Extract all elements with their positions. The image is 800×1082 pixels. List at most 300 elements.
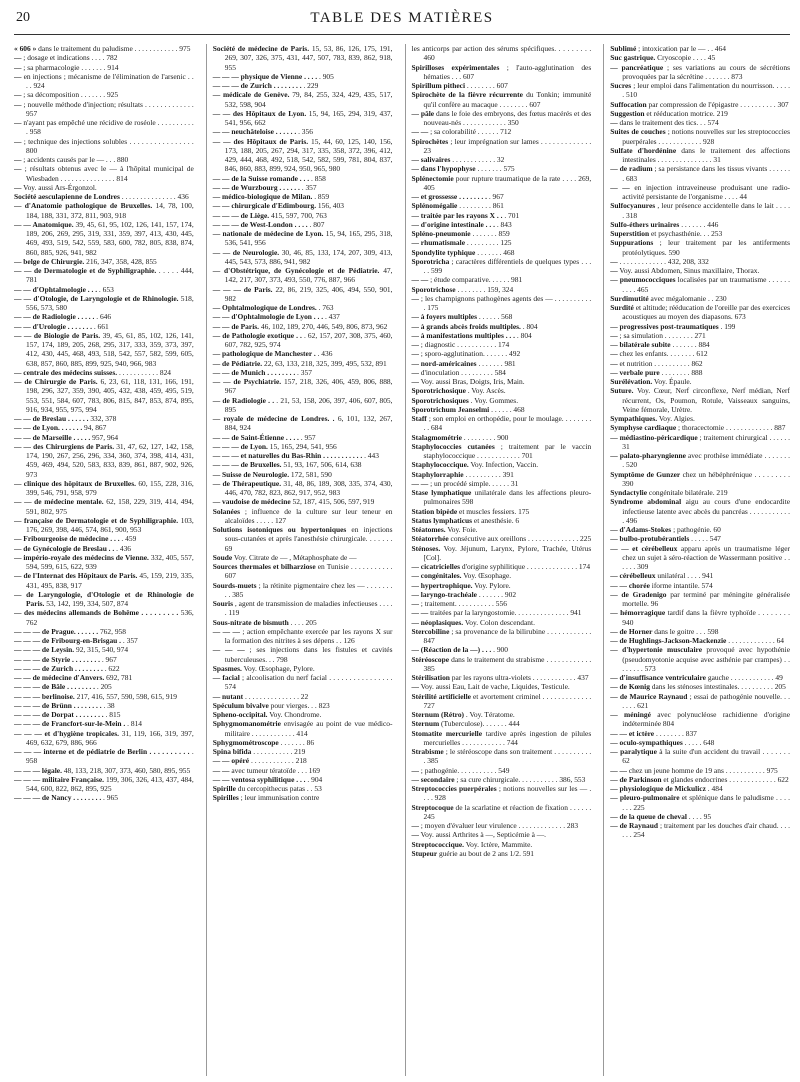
index-entry-text: Voy. aussi Bras, Doigts, Iris, Main.	[418, 377, 525, 386]
index-entry-term: — — —	[212, 645, 245, 655]
index-entry	[412, 433, 592, 442]
index-entry-term: — de Pathologie exotique . .	[212, 330, 302, 340]
index-entry	[412, 396, 592, 405]
index-entry	[412, 645, 592, 654]
index-entry	[412, 581, 592, 590]
index-entry-text: . . . . . . . . . . . . . . . 22	[243, 691, 309, 701]
index-entry	[14, 63, 194, 72]
index-entry-text: . . . . . . . . . . . . . . . 436	[119, 192, 189, 201]
index-entry-text: . 21, 53, 158, 206, 397, 406, 607, 805, 895	[224, 395, 393, 414]
index-entry-text: . . . . . . . . . . 391	[463, 469, 514, 479]
index-entry-text: . 62, 157, 207, 308, 375, 460, 607, 782, 925, 974	[224, 330, 393, 349]
index-entry	[213, 525, 393, 553]
index-entry-text: dans le traitement des affections intestinales . . . . . . . . . . . . . . . 31	[622, 145, 790, 164]
index-entry	[610, 534, 790, 543]
index-entry	[14, 137, 194, 156]
index-entry	[610, 581, 790, 590]
index-entry-text: 15, 94, 165, 294, 319, 437, 541, 956, 662	[224, 108, 393, 127]
index-entry-text: . 815	[103, 710, 121, 719]
index-entry-term: — nationale de médecine de Lyon.	[212, 229, 324, 238]
index-entry-term: — centrale des médecins suisses.	[14, 367, 118, 377]
index-entry-term: — de Gradenigo	[610, 589, 667, 599]
index-entry	[610, 682, 790, 691]
index-entry-term: Spirilloses expérimentales	[411, 62, 500, 72]
index-entry-term: — —	[411, 275, 429, 285]
index-entry-text: les anticorps par action des sérums spécifiques. . . . . . . . . 460	[411, 44, 592, 63]
index-entry	[610, 645, 790, 673]
index-entry-text: par les rayons ultra-violets . . . . . . . . . . . . 437	[449, 673, 589, 682]
index-entry-term: — império-royale des médecins de Vienne.	[14, 552, 149, 562]
index-entry-term: — — de Radiologie . . . . .	[14, 312, 95, 322]
index-entry-text: 157, 218, 326, 406, 459, 806, 888, 967	[224, 377, 393, 396]
index-entry-text: ; sporo-agglutination. . . . . . . 492	[418, 349, 521, 359]
index-entry-term: —	[610, 358, 618, 368]
index-entry	[213, 673, 393, 692]
index-entry	[14, 201, 194, 220]
index-entry-term: Sulfate d'hordénine	[610, 145, 677, 155]
index-entry-term: —	[14, 99, 22, 109]
index-entry-term: — salivaires	[411, 155, 451, 164]
index-entry	[610, 63, 790, 82]
index-entry	[213, 377, 393, 396]
index-entry-term: —	[411, 367, 419, 377]
index-entry-text: et avortement criminel . . . . . . . . . . . . . 727	[423, 691, 592, 710]
index-entry-text: dans le foie des embryons, des fœtus macérés et des nouveau-nés . . . . . . . . . . . . 350	[423, 108, 592, 127]
index-entry-term: —	[610, 118, 618, 127]
index-entry-term: —	[411, 765, 419, 775]
index-column-2	[206, 44, 393, 1076]
index-entry-term: — —	[411, 478, 429, 488]
index-entry-term: Suture.	[610, 386, 634, 396]
index-entry	[610, 497, 790, 525]
index-entry-text: dans le traitement des tics. . . 574	[617, 118, 719, 127]
index-entry-term: —	[610, 266, 618, 275]
index-entry-text: provoqué avec hypothénie (pseudomyotonie acquise avec asthénie par crampes) . . . . . . . . 573	[622, 645, 790, 673]
index-entry	[610, 340, 790, 349]
index-entry	[610, 294, 790, 303]
index-entry-term: — de Thérapeutique.	[212, 478, 282, 488]
index-entry-term: Sourds-muets	[212, 580, 257, 590]
index-entry-term: — de Maurice Raynaud	[610, 691, 688, 701]
index-entry-text: ; dosage et indications . . . . 782	[21, 53, 118, 63]
index-entry-text: 47, 142, 217, 307, 373, 493, 550, 776, 887, 966	[224, 266, 393, 285]
index-entry	[213, 507, 393, 526]
index-entry-text: à la suite d'un accident du travail . . . . . . . 62	[622, 747, 790, 766]
index-entry-term: — néoplasiques.	[411, 617, 464, 627]
index-entry-text: . 205	[95, 682, 112, 692]
index-entry-text: en injections ; mécanisme de l'élimination de l'arsenic . . . . 924	[21, 71, 194, 90]
index-entry	[412, 275, 592, 284]
index-entry-text: ; étude comparative. . . . . . 981	[428, 275, 523, 285]
index-entry-term: — française de Dermatologie et de Syphiligraphie.	[14, 515, 179, 525]
index-entry	[412, 516, 592, 525]
index-entry-term: — — et cérébelleux	[610, 543, 678, 553]
index-entry-text: . . . . . . . 468	[475, 247, 515, 257]
index-entry	[213, 248, 393, 267]
index-entry-text: Voy. Épaule.	[652, 377, 692, 386]
index-entry	[610, 109, 790, 118]
index-entry-text: dans le traitement du strabisme . . . . . . . . . . . . 385	[423, 654, 592, 673]
index-entry-term: — — — berlinoise.	[14, 691, 75, 701]
index-entry	[213, 719, 393, 738]
index-entry	[213, 331, 393, 350]
index-entry-term: — cérébelleux	[610, 571, 656, 581]
index-entry-term: Sporotrichum Jeanselmi	[411, 404, 490, 414]
index-entry	[14, 44, 194, 53]
index-entry-term: — — — de Lyon.	[212, 441, 268, 451]
index-entry-term: Stéréoscope	[411, 654, 450, 664]
index-entry	[14, 710, 194, 719]
index-entry-term: Sublimé	[610, 44, 637, 53]
index-entry	[610, 201, 790, 220]
index-entry-text: avec tumeur tératoïde . . . 169	[229, 765, 320, 775]
index-entry	[412, 90, 592, 109]
index-entry-term: — — — de Leysin.	[14, 645, 75, 655]
index-entry-text: localisées par un traumatisme . . . . . . . . . . 465	[622, 275, 790, 294]
index-entry-text: 14, 78, 100, 184, 188, 331, 372, 811, 903, 918	[26, 201, 194, 220]
index-entry-text: ; la rétinite pigmentaire chez les — . . . . . . . . . 385	[224, 580, 393, 599]
index-entry-term: — d'origine intestinale . . .	[411, 219, 495, 229]
index-entry	[213, 266, 393, 285]
index-entry	[14, 72, 194, 91]
index-entry-term: Surdité	[610, 303, 634, 312]
index-entry	[412, 840, 592, 849]
index-entry-text: Voy. Pylore.	[472, 580, 511, 590]
index-entry-text: ; alcoolisation du nerf facial . . . . . . . . . . . . . . . . 574	[224, 673, 393, 692]
index-entry-term: — progressives post-traumatiques	[610, 321, 719, 331]
index-entry-text: . 459	[119, 534, 137, 544]
index-entry-text: aigu au cours d'une endocardite infectieuse latente avec abcès du pancréas . . . . . . . . . . . . 496	[622, 497, 790, 525]
index-entry-text: dans les sténoses intestinales. . . . . . . . . . 205	[649, 682, 786, 692]
index-entry-term: — — des Hôpitaux de Lyon.	[212, 108, 307, 118]
index-entry-text: et glandes endocrines . . . . . . . . . . . . . 622	[661, 774, 789, 784]
index-entry-text: Voy. Jéjunum, Larynx, Pylore, Trachée, Utérus [Col].	[423, 543, 592, 562]
index-entry-text: ; traitement. . . . . . . . . . . 556	[418, 599, 507, 608]
index-entry-term: Stercobiline	[411, 626, 450, 636]
index-entry-term: —	[610, 330, 618, 340]
index-entry	[14, 627, 194, 636]
index-entry-text: . . . . . . . . 837	[654, 728, 697, 738]
index-entry-text: . 701	[502, 210, 520, 220]
index-entry-term: Stéatorrhée	[411, 534, 449, 544]
index-entry	[14, 118, 194, 137]
index-entry	[610, 414, 790, 423]
index-entry-text: et anesthésie. 6	[472, 515, 520, 525]
index-entry-text: 31, 119, 166, 319, 397, 469, 632, 679, 886, 966	[26, 728, 194, 747]
index-entry	[14, 673, 194, 682]
index-entry-text: Voy. aussi Ars-Érgonzol.	[21, 182, 97, 192]
index-entry	[412, 349, 592, 358]
index-entry	[14, 53, 194, 62]
index-entry-text: ; résultats obtenus avec le — à l'hôpital municipal de Wiesbaden . . . . . . . . . . . . . . . 814	[21, 164, 194, 183]
index-entry	[610, 53, 790, 62]
index-entry-term: — de Hughlings-Jackson-Mackenzie	[610, 636, 727, 645]
index-entry-text: . . . . . 547	[689, 534, 721, 544]
index-entry	[412, 155, 592, 164]
index-entry-term: — congénitales.	[411, 571, 462, 581]
index-entry	[14, 377, 194, 414]
index-entry	[213, 72, 393, 81]
index-entry-term: — — — de Bruxelles.	[212, 460, 282, 470]
index-entry-text: . . . . 205	[288, 617, 317, 627]
index-entry-term: —	[411, 682, 419, 692]
index-entry-term: — à manifestations multiples . . .	[411, 330, 516, 340]
index-entry-term: Soude	[212, 552, 233, 562]
index-entry	[14, 322, 194, 331]
index-entry	[14, 164, 194, 183]
index-entry-term: — de Pédiatrie.	[212, 358, 263, 368]
index-entry-text: ; sa persistance dans les tissus vivants . . . . . . . 683	[622, 164, 790, 183]
index-entry-text: ; essai de pathogénie nouvelle. . . . . . . 621	[622, 691, 790, 710]
index-entry-term: Status lymphaticus	[411, 515, 473, 525]
index-entry	[213, 285, 393, 304]
index-entry	[213, 312, 393, 321]
index-entry-term: — — — de Nancy . . . . . . . .	[14, 793, 102, 803]
index-entry-text: 60, 155, 228, 316, 399, 546, 791, 958, 979	[26, 478, 194, 497]
index-entry-text: 692, 781	[104, 673, 133, 682]
index-entry	[213, 44, 393, 72]
index-entry-term: — — d'Ophtalmologie de Lyon . . .	[212, 312, 324, 322]
index-entry-text: par terminé par méningite généralisée mortelle. 96	[622, 589, 790, 608]
index-entry	[14, 534, 194, 543]
index-entry	[14, 423, 194, 432]
index-entry	[213, 174, 393, 183]
index-entry	[412, 44, 592, 63]
index-entry-text: du Tonkin; immunité qu'il confère au macaque . . . . . . . . 607	[423, 90, 592, 109]
index-entry-term: — — — et naturelles du Bas-Rhin . . . . . . . . . . .	[212, 451, 363, 460]
index-entry-term: — — de médecine d'Anvers.	[14, 673, 105, 682]
index-entry-text: , agent de transmission de maladies infectieuses . . . . . 119	[224, 599, 393, 618]
index-entry	[213, 710, 393, 719]
index-entry-term: — facial	[212, 673, 240, 682]
index-entry-text: . 807	[307, 219, 325, 229]
index-entry	[14, 571, 194, 590]
index-entry-term: Sternum (Rétro)	[411, 710, 465, 719]
index-entry	[412, 682, 592, 691]
index-entry-text: unilatéral . . . . 941	[655, 571, 714, 581]
index-entry	[412, 710, 592, 719]
index-entry-term: — — de Paris.	[212, 321, 260, 331]
index-entry-text: . . . . . . 468	[489, 404, 525, 414]
index-entry-text: . 484	[705, 784, 723, 793]
index-entry-text: . 904	[305, 774, 323, 784]
index-entry-term: Sucres	[610, 81, 632, 90]
index-columns	[14, 44, 790, 1076]
index-entry-term: — — — de Dorpat . . . . . . . .	[14, 710, 104, 719]
index-entry-term: Spheno-occipital.	[212, 710, 268, 719]
index-entry-term: — hémorragique	[610, 608, 666, 618]
index-entry-text: Voy. aussi Abdomen, Sinus maxillaire, Thorax.	[617, 266, 760, 275]
index-entry-term: — de Raynaud	[610, 821, 658, 830]
index-entry-term: Spléno-pneumonie	[411, 229, 471, 238]
index-entry	[610, 229, 790, 238]
index-entry	[610, 349, 790, 358]
index-entry-term: Stomatite mercurielle	[411, 728, 483, 738]
index-entry-text: Cryoscopie . . . . 45	[655, 53, 716, 63]
index-entry-text: . 905	[317, 71, 334, 81]
index-entry-term: — —	[411, 127, 429, 137]
index-entry-term: — — — de Styrie . . . . . . . .	[14, 654, 100, 664]
index-entry-text: ; traitement chirurgical . . . . . . 31	[622, 432, 790, 451]
index-entry-term: Stupeur	[411, 848, 438, 858]
index-entry	[213, 322, 393, 331]
index-entry	[14, 497, 194, 516]
index-entry-text: 6, 23, 61, 118, 131, 166, 191, 198, 296, 327, 359, 390, 405, 432, 438, 459, 495, 519, 553, 551, 584, 607, 783, 806, 815, 847, 853, 874, 895, 916, 934, 955, 975, 994	[26, 377, 194, 414]
index-entry	[610, 386, 790, 414]
index-entry-term: —	[14, 182, 22, 192]
index-entry-text: ; sa simulation . . . . . . . . 271	[617, 330, 706, 340]
index-entry	[213, 201, 393, 210]
index-entry	[412, 211, 592, 220]
index-entry-term: — —	[610, 765, 627, 775]
index-entry-text: envisagée au point de vue médico-militaire . . . . . . . . . . . . 414	[224, 719, 393, 738]
index-entry-text: . . . . . . . 981	[476, 358, 516, 368]
index-entry	[610, 673, 790, 682]
index-entry	[14, 192, 194, 201]
index-entry-term: Sources thermales et bilharziose	[212, 562, 316, 571]
index-entry	[213, 645, 393, 664]
index-entry-term: — — et ictère	[610, 728, 655, 738]
index-entry	[412, 655, 592, 674]
index-entry-term: Strabisme	[411, 747, 444, 756]
index-entry-term: — rhumatismale	[411, 238, 466, 248]
index-entry-text: 415, 597, 700, 763	[269, 210, 327, 220]
index-entry	[610, 627, 790, 636]
index-entry-text: . . . . . . . 859	[470, 229, 510, 238]
index-entry-text: et splénique dans le paludisme . . . . . . . 225	[622, 793, 790, 812]
index-entry	[610, 322, 790, 331]
index-entry	[14, 331, 194, 368]
index-entry-text: dans le traitement du paludisme . . . . . . . . . . . . 975	[36, 44, 191, 53]
index-entry-text: 103, 176, 269, 398, 446, 574, 861, 900, 953	[26, 515, 194, 534]
index-entry-text: 199, 306, 326, 413, 437, 484, 544, 600, 822, 862, 895, 925	[26, 774, 194, 793]
index-entry-text: de la scarlatine et réaction de fixation . . . . . . 245	[423, 802, 592, 821]
index-entry-term: — de Gynécologie de Breslau . .	[14, 543, 115, 553]
index-entry-text: . 436	[114, 543, 131, 553]
index-entry-text: par compression de l'épigastre . . . . . . . . . . 307	[646, 99, 789, 109]
index-entry	[610, 433, 790, 452]
index-entry	[412, 238, 592, 247]
index-entry-text: 217, 416, 557, 590, 598, 615, 919	[74, 691, 178, 701]
index-entry	[213, 553, 393, 562]
index-entry-text: . 38	[101, 700, 115, 710]
index-entry-term: — — —	[212, 626, 240, 636]
index-entry-text: ; sa pharmacologie . . . . . . . 914	[21, 62, 119, 72]
index-entry	[14, 655, 194, 664]
index-entry	[213, 793, 393, 802]
index-entry-term: — Fribourgeoise de médecine . . .	[14, 534, 120, 544]
index-entry-text: et psychasthénie. . . 253	[649, 229, 723, 238]
index-entry	[412, 488, 592, 507]
index-entry	[412, 81, 592, 90]
index-entry	[412, 766, 592, 775]
index-entry	[610, 146, 790, 165]
index-entry-term: Sulfocyanures	[610, 201, 656, 211]
index-entry-term: — belge de Chirurgie.	[14, 256, 85, 266]
index-entry	[412, 377, 592, 386]
index-entry	[412, 775, 592, 784]
index-entry-term: Sphygmomanométrie	[212, 719, 281, 729]
index-entry-text: ; traitement par le vaccin staphylococcique . . . . . . . . . . . . 701	[423, 441, 592, 460]
index-entry-text: 156, 403	[316, 201, 344, 211]
index-entry-text: avec polynucléose rachidienne d'origine indéterminée 804	[622, 710, 790, 729]
index-entry-term: — — — de Francfort-sur-le-Mein .	[14, 719, 126, 729]
index-entry	[14, 433, 194, 442]
index-entry	[14, 479, 194, 498]
index-entry-term: Stase lymphatique	[411, 488, 472, 497]
index-entry-term: — d'insuffisance ventriculaire	[610, 673, 706, 682]
index-entry-text: ; ses injections dans les fistules et cavités tuberculeuses. . . 798	[224, 645, 393, 664]
index-entry-text: . . . . . . . 446	[679, 219, 719, 229]
index-entry-term: — —	[212, 765, 230, 775]
index-entry-text: ; sa cure chirurgicale. . . . . . . . . . . 386, 553	[454, 774, 586, 784]
index-entry-term: — — — de Zurich . . . . . . . .	[14, 663, 103, 673]
index-entry-term: —	[411, 821, 419, 830]
index-entry-text: . 357	[295, 367, 312, 377]
index-entry	[610, 488, 790, 497]
index-entry-text: . . . . . . . . 888	[659, 367, 703, 377]
index-entry	[213, 414, 393, 433]
index-entry	[412, 719, 592, 728]
index-entry	[610, 710, 790, 729]
index-entry-term: — médiastino-péricardique	[610, 432, 698, 442]
index-entry-term: Staphylococcique.	[411, 460, 469, 470]
index-entry	[412, 127, 592, 136]
index-entry-term: Suites de couches	[610, 127, 666, 137]
index-entry	[610, 44, 790, 53]
index-entry-term: — médico-biologique de Milan.	[212, 192, 313, 201]
index-entry	[412, 849, 592, 858]
index-entry-term: — — de Psychiatrie.	[212, 377, 282, 386]
index-entry	[213, 747, 393, 756]
index-entry-term: — — de Marseille . . . . .	[14, 432, 91, 442]
index-entry	[412, 414, 592, 433]
index-entry-text: . 804	[520, 321, 538, 331]
index-entry-term: Sulfo-éthers urinaires	[610, 219, 680, 229]
index-entry	[412, 747, 592, 766]
index-entry-term: Splénectomie	[411, 173, 454, 183]
index-entry	[610, 220, 790, 229]
index-entry	[610, 164, 790, 183]
index-entry	[213, 229, 393, 248]
page-title: TABLE DES MATIÈRES	[310, 10, 494, 26]
index-entry-text: 15, 44, 60, 125, 140, 156, 173, 188, 205, 267, 294, 317, 335, 358, 372, 396, 412, 429, 444, 468, 492, 518, 542, 582, 599, 781, 804, 837, 846, 860, 883, 899, 924, 950, 965, 980	[224, 136, 393, 174]
index-entry-term: — — de Wurzbourg . . . . . .	[212, 182, 300, 192]
index-entry-term: — nord-américaines	[411, 358, 477, 368]
index-entry	[412, 460, 592, 469]
index-entry-term: Syndactylie	[610, 488, 648, 497]
index-entry-term: — Ophtalmologique de Londres.	[212, 303, 317, 312]
index-entry	[412, 525, 592, 534]
index-entry	[213, 460, 393, 469]
index-entry-text: traitées par la laryngostomie. . . . . . . . . . . . . . . 941	[428, 608, 582, 618]
index-entry	[412, 137, 592, 156]
index-entry-term: — de Horner	[610, 626, 653, 636]
index-entry-text: . Voy. Gommes.	[468, 395, 519, 405]
index-entry	[610, 766, 790, 775]
index-entry	[213, 349, 393, 358]
index-entry	[14, 257, 194, 266]
index-entry-term: — et grossesse . . . . . . . .	[411, 192, 487, 201]
index-entry-text: . 967	[99, 654, 117, 664]
index-entry-text: ; leur immunisation contre	[238, 793, 320, 803]
index-entry-text: ; leur imprégnation sur lames . . . . . . . . . . . . . 23	[423, 136, 592, 155]
index-entry	[213, 368, 393, 377]
index-entry	[412, 821, 592, 830]
index-column-1	[14, 44, 194, 1076]
index-entry	[14, 608, 194, 627]
index-entry	[412, 692, 592, 711]
